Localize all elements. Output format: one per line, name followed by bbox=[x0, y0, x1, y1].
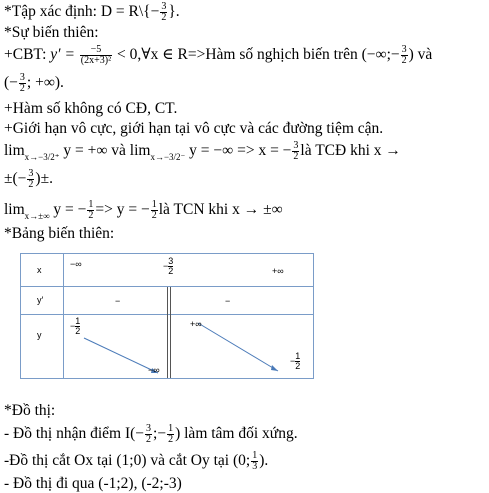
yprime-right-sign: − bbox=[225, 296, 231, 306]
decreasing-arrow-left bbox=[84, 338, 158, 373]
y-left-top: − $\frac{1}{2}$ bbox=[70, 316, 81, 336]
y-right-top: +∞ bbox=[190, 319, 202, 329]
derivative-fraction: $\frac{-5}{\text{(2x+3)²}}$ bbox=[80, 44, 112, 66]
yprime-left-sign: − bbox=[115, 296, 121, 306]
intercepts-line: -Đồ thị cắt Ox tại (1;0) và cắt Oy tại (0; $\frac{1}{3}$ ). bbox=[4, 450, 269, 472]
x-mid-value: − $\frac{3}{2}$ bbox=[163, 256, 174, 276]
vertical-asymptote-cont: ±(− $\frac{3}{2}$ )±. bbox=[4, 168, 53, 190]
fraction: $\frac{3}{2}$ bbox=[28, 168, 34, 190]
fraction: $\frac{3}{2}$ bbox=[293, 140, 299, 162]
y-label: y bbox=[37, 330, 42, 340]
extrema-line: +Hàm số không có CĐ, CT. bbox=[4, 100, 178, 117]
table-heading: *Bảng biến thiên: bbox=[4, 225, 115, 242]
fraction: $\frac{3}{2}$ bbox=[401, 44, 407, 66]
symmetry-line: - Đồ thị nhận điểm I(− $\frac{3}{2}$ ;− $\frac{1}{2}$ ) làm tâm đối xứng. bbox=[4, 423, 298, 445]
variation-heading: *Sự biến thiên: bbox=[4, 24, 99, 41]
interval-line: (− $\frac{3}{2}$ ; +∞). bbox=[4, 72, 64, 94]
y-right-bottom: − $\frac{1}{2}$ bbox=[290, 351, 301, 371]
graph-heading: *Đồ thị: bbox=[4, 402, 56, 419]
fraction: $\frac{3}{2}$ bbox=[146, 423, 152, 445]
decreasing-arrow-right bbox=[198, 323, 278, 371]
derivative-line: +CBT: y′ = $\frac{-5}{\text{(2x+3)²}}$ < 0,∀x ∈ R=>Hàm số nghịch biến trên (−∞;− $\frac{3}{2}$ ) và bbox=[4, 44, 433, 66]
x-left-value: −∞ bbox=[70, 259, 82, 269]
horizontal-asymptote-line: $\lim_{x\to\pm\infty} y$ = − $\frac{1}{2}$ => y = − $\frac{1}{2}$ là TCN khi x → ±∞ bbox=[4, 199, 283, 222]
x-label: x bbox=[37, 265, 42, 275]
yprime-label: y′ bbox=[37, 295, 44, 305]
points-line: - Đồ thị đi qua (-1;2), (-2;-3) bbox=[4, 475, 182, 492]
limits-heading: +Giới hạn vô cực, giới hạn tại vô cực và các đường tiệm cận. bbox=[4, 120, 384, 137]
domain-line: *Tập xác định: D = R\{− $\frac{3}{2}$ }. bbox=[4, 1, 180, 23]
fraction: $\frac{1}{3}$ bbox=[252, 450, 258, 472]
y-left-bottom: −∞ bbox=[148, 365, 160, 375]
x-right-value: +∞ bbox=[272, 266, 284, 276]
fraction: $\frac{3}{2}$ bbox=[161, 1, 167, 23]
fraction: $\frac{1}{2}$ bbox=[168, 423, 174, 445]
fraction: $\frac{1}{2}$ bbox=[88, 199, 94, 221]
fraction: $\frac{1}{2}$ bbox=[151, 199, 157, 221]
fraction: $\frac{3}{2}$ bbox=[19, 72, 25, 94]
vertical-asymptote-line: $\lim_{x\to-3/2^+} y$ = +∞ và $\lim_{x\to-3/2^-} y$ = −∞ => x = − $\frac{3}{2}$ là TCĐ khi x → bbox=[4, 140, 401, 163]
variation-table bbox=[20, 253, 314, 379]
